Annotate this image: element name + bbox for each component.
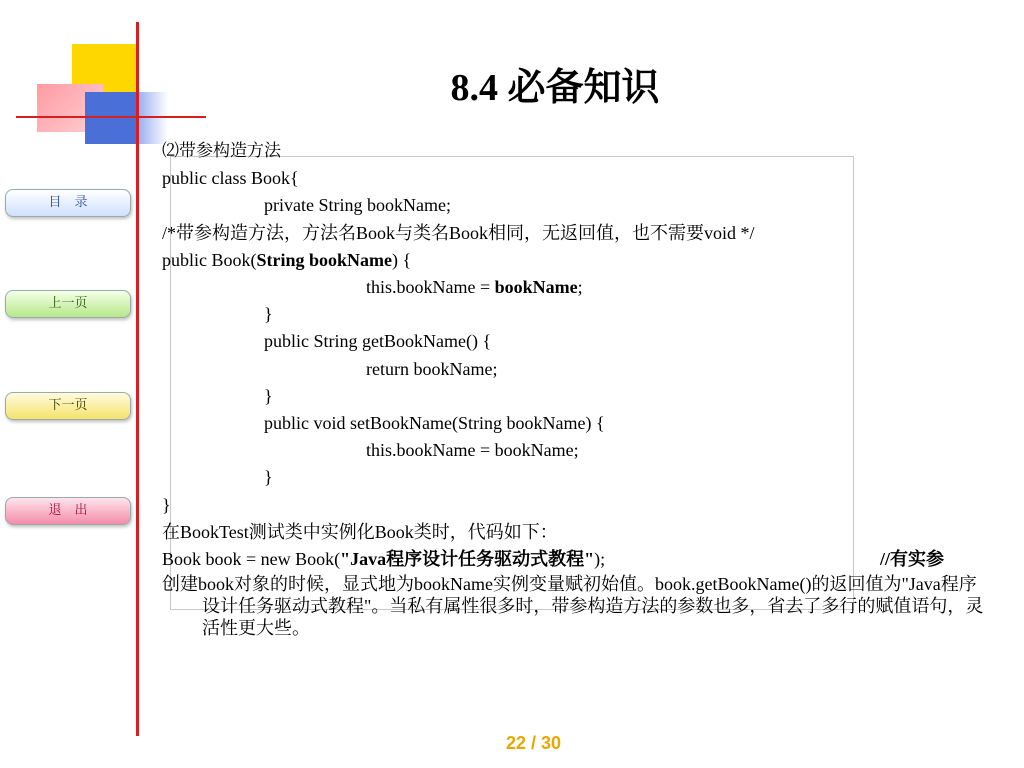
code-line: public class Book{ [162, 168, 299, 189]
code-text: public Book( [162, 249, 257, 270]
code-line: this.bookName = bookName; [366, 440, 579, 461]
explanation-paragraph: 创建book对象的时候，显式地为bookName实例变量赋初始值。book.getBookName()的返回值为"Java程序设计任务驱动式教程"。当私有属性很多时，带参构造方法的参数也多，省去了多行的赋值语句，灵活性更大些。 [162, 574, 984, 639]
code-line: } [264, 385, 273, 406]
code-line: public void setBookName(String bookName) { [264, 413, 605, 434]
code-comment-bold: //有实参 [880, 549, 945, 570]
code-text: Book book = new Book( [162, 549, 341, 570]
code-line: } [264, 304, 273, 325]
code-line: } [162, 494, 171, 515]
code-text: ); [594, 549, 606, 570]
slide-body [162, 138, 992, 639]
code-line: public String getBookName() { [264, 331, 492, 352]
code-text-bold: String bookName [256, 249, 393, 270]
code-line: return bookName; [366, 358, 498, 379]
code-line [162, 247, 992, 274]
page-counter: 22 / 30 [506, 733, 562, 753]
code-text: this.bookName = [366, 277, 495, 298]
code-text: ) { [392, 249, 412, 270]
code-text-bold: bookName [494, 277, 578, 298]
decor-red-vertical-line [136, 22, 139, 736]
decor-red-horizontal-line [16, 116, 206, 118]
slide-title: 8.4 必备知识 [450, 67, 660, 109]
code-line: } [264, 467, 273, 488]
section-heading: ⑵带参构造方法 [162, 141, 281, 161]
toc-button[interactable]: 目 录 [5, 189, 131, 217]
code-text-bold: "Java程序设计任务驱动式教程" [340, 549, 595, 570]
next-page-button[interactable]: 下一页 [5, 392, 131, 420]
code-line [162, 546, 992, 573]
previous-page-button[interactable]: 上一页 [5, 290, 131, 318]
code-line: private String bookName; [264, 195, 451, 216]
code-comment: /*带参构造方法，方法名Book与类名Book相同，无返回值，也不需要void */ [162, 222, 755, 243]
code-line [162, 274, 992, 301]
code-text: ; [577, 277, 583, 298]
body-text: 在BookTest测试类中实例化Book类时，代码如下： [162, 521, 558, 542]
exit-button[interactable]: 退 出 [5, 497, 131, 525]
